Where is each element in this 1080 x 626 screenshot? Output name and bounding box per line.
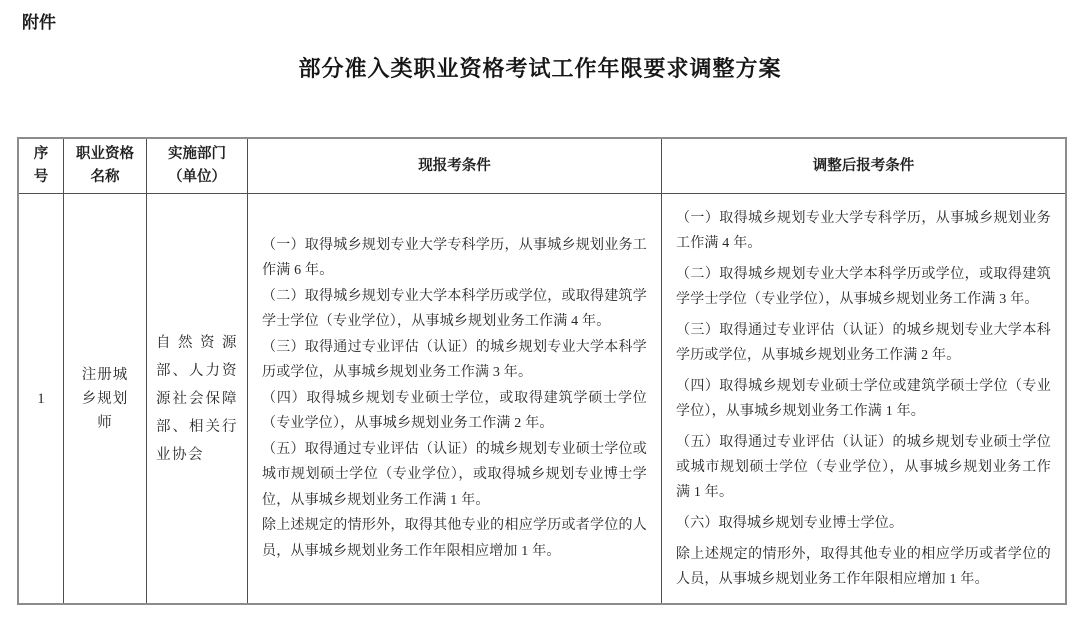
header-adjusted-conditions [662,139,1065,194]
header-index-label: 序号 [33,146,49,185]
page-title: 部分准入类职业资格考试工作年限要求调整方案 [298,56,782,81]
adjusted-condition-item: （四）取得城乡规划专业硕士学位或建筑学硕士学位（专业学位），从事城乡规划业务工作满 1 年。 [676,378,1051,419]
row-index-cell [19,194,64,603]
adjusted-condition-item: （一）取得城乡规划专业大学专科学历，从事城乡规划业务工作满 4 年。 [676,210,1051,251]
current-condition-item: （五）取得通过专业评估（认证）的城乡规划专业硕士学位或城市规划硕士学位（专业学位），或取得城乡规划专业博士学位，从事城乡规划业务工作满 1 年。 [262,441,647,508]
current-condition-note: 除上述规定的情形外，取得其他专业的相应学历或者学位的人员，从事城乡规划业务工作年限相应增加 1 年。 [262,518,647,559]
row-index-value: 1 [37,390,45,407]
header-adjusted-conditions-label: 调整后报考条件 [812,157,915,174]
header-implementing-department-label: 实施部门（单位） [168,146,226,185]
header-index [19,139,64,194]
qualification-name-cell [64,194,147,603]
header-qualification-name-label: 职业资格名称 [76,146,134,185]
header-implementing-department [147,139,248,194]
current-condition-item: （二）取得城乡规划专业大学本科学历或学位，或取得建筑学学士学位（专业学位），从事城乡规划业务工作满 4 年。 [262,288,647,330]
current-condition-item: （四）取得城乡规划专业硕士学位，或取得建筑学硕士学位（专业学位），从事城乡规划业务工作满 2 年。 [262,390,647,432]
adjusted-condition-note: 除上述规定的情形外，取得其他专业的相应学历或者学位的人员，从事城乡规划业务工作年限相应增加 1 年。 [676,546,1051,587]
header-qualification-name [64,139,147,194]
adjusted-condition-item: （六）取得城乡规划专业博士学位。 [676,515,904,531]
current-condition-item: （一）取得城乡规划专业大学专科学历，从事城乡规划业务工作满 6 年。 [262,237,647,279]
attachment-label: 附件 [22,13,56,32]
adjusted-condition-item: （五）取得通过专业评估（认证）的城乡规划专业硕士学位或城市规划硕士学位（专业学位），从事城乡规划业务工作满 1 年。 [676,434,1051,500]
implementing-department-cell [147,194,248,603]
current-condition-item: （三）取得通过专业评估（认证）的城乡规划专业大学本科学历或学位，从事城乡规划业务工作满 3 年。 [262,339,647,381]
header-current-conditions [248,139,662,194]
adjusted-condition-item: （三）取得通过专业评估（认证）的城乡规划专业大学本科学历或学位，从事城乡规划业务工作满 2 年。 [676,322,1051,363]
header-current-conditions-label: 现报考条件 [418,157,491,174]
qualification-name-value: 注册城乡规划师 [81,366,129,431]
requirements-table [17,137,1067,605]
adjusted-condition-item: （二）取得城乡规划专业大学本科学历或学位，或取得建筑学学士学位（专业学位），从事城乡规划业务工作满 3 年。 [676,266,1051,307]
adjusted-conditions-cell [662,194,1065,603]
current-conditions-cell [248,194,662,603]
implementing-department-value: 自然资源部、人力资源社会保障部、相关行业协会 [156,334,238,463]
